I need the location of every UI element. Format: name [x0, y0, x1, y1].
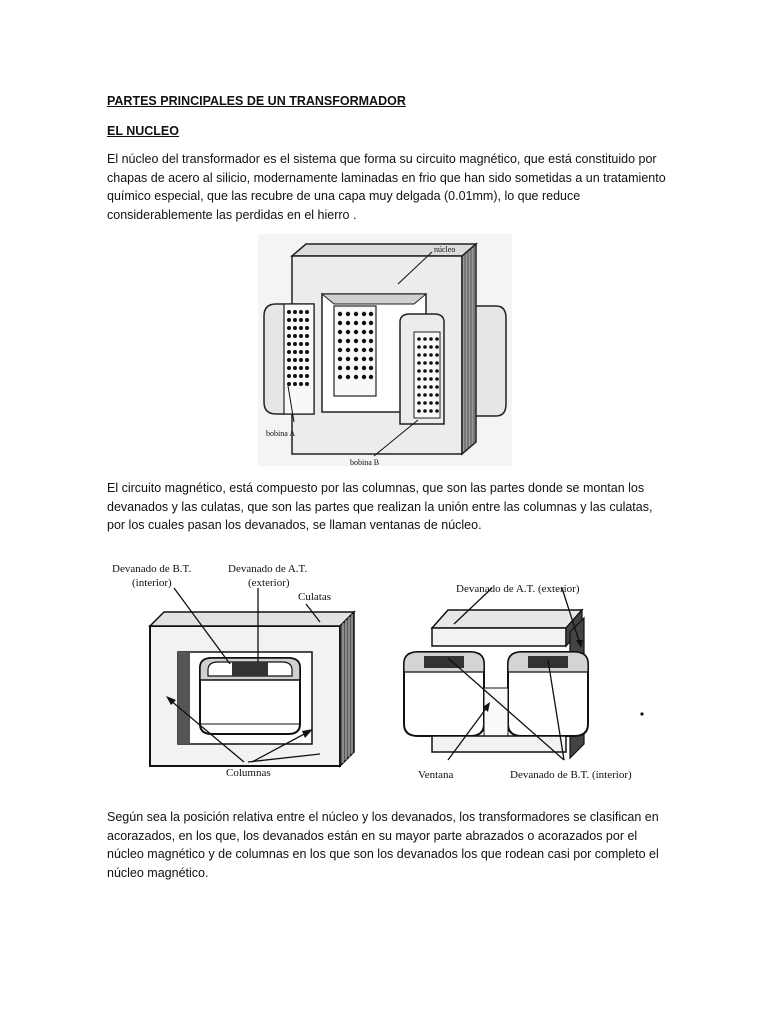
label-hv-winding-sub: (exterior)	[248, 577, 290, 589]
figure-core-type	[388, 548, 656, 788]
label-coil-a: bobina A	[266, 429, 296, 438]
figure-core-coils	[258, 234, 512, 466]
document-title: PARTES PRINCIPALES DE UN TRANSFORMADOR	[107, 94, 406, 108]
label-columns: Columnas	[226, 767, 271, 779]
core-coils-diagram	[258, 234, 512, 466]
paragraph-core-description: El núcleo del transformador es el sistema que forma su circuito magnético, que está constituido por chapas de acero al silicio, modernamente laminadas en frio que han sido sometidas a un tratamiento químico especial, que las recubre de una capa muy delgada (0.01mm), lo que reduce considerablemente las perdidas en el hierro .	[107, 152, 666, 222]
shell-type-diagram	[108, 548, 380, 788]
label-lv-winding-interior: Devanado de B.T. (interior)	[510, 769, 632, 781]
core-type-diagram	[388, 548, 656, 788]
label-yokes: Culatas	[298, 591, 331, 603]
label-coil-b: bobina B	[350, 458, 380, 466]
label-hv-winding: Devanado de A.T.	[228, 563, 308, 575]
figure-shell-type	[108, 548, 380, 788]
paragraph-magnetic-circuit: El circuito magnético, está compuesto por las columnas, que son las partes donde se montan los devanados y las culatas, que son las partes que realizan la unión entre las columnas y las culatas, por los cuales pasan los devanados, se llaman ventanas de núcleo.	[107, 481, 653, 532]
label-core: núcleo	[434, 245, 456, 254]
label-lv-winding-sub: (interior)	[132, 577, 172, 589]
label-hv-winding-exterior: Devanado de A.T. (exterior)	[456, 583, 580, 595]
section-heading: EL NUCLEO	[107, 124, 179, 138]
label-window: Ventana	[418, 769, 454, 781]
paragraph-classification: Según sea la posición relativa entre el núcleo y los devanados, los transformadores se clasifican en acorazados, en los que, los devanados están en su mayor parte abrazados o acorazados por el núcleo magnético y de columnas en los que son los devanados los que rodean casi por completo el núcleo magnético.	[107, 810, 659, 880]
label-lv-winding: Devanado de B.T.	[112, 563, 192, 575]
